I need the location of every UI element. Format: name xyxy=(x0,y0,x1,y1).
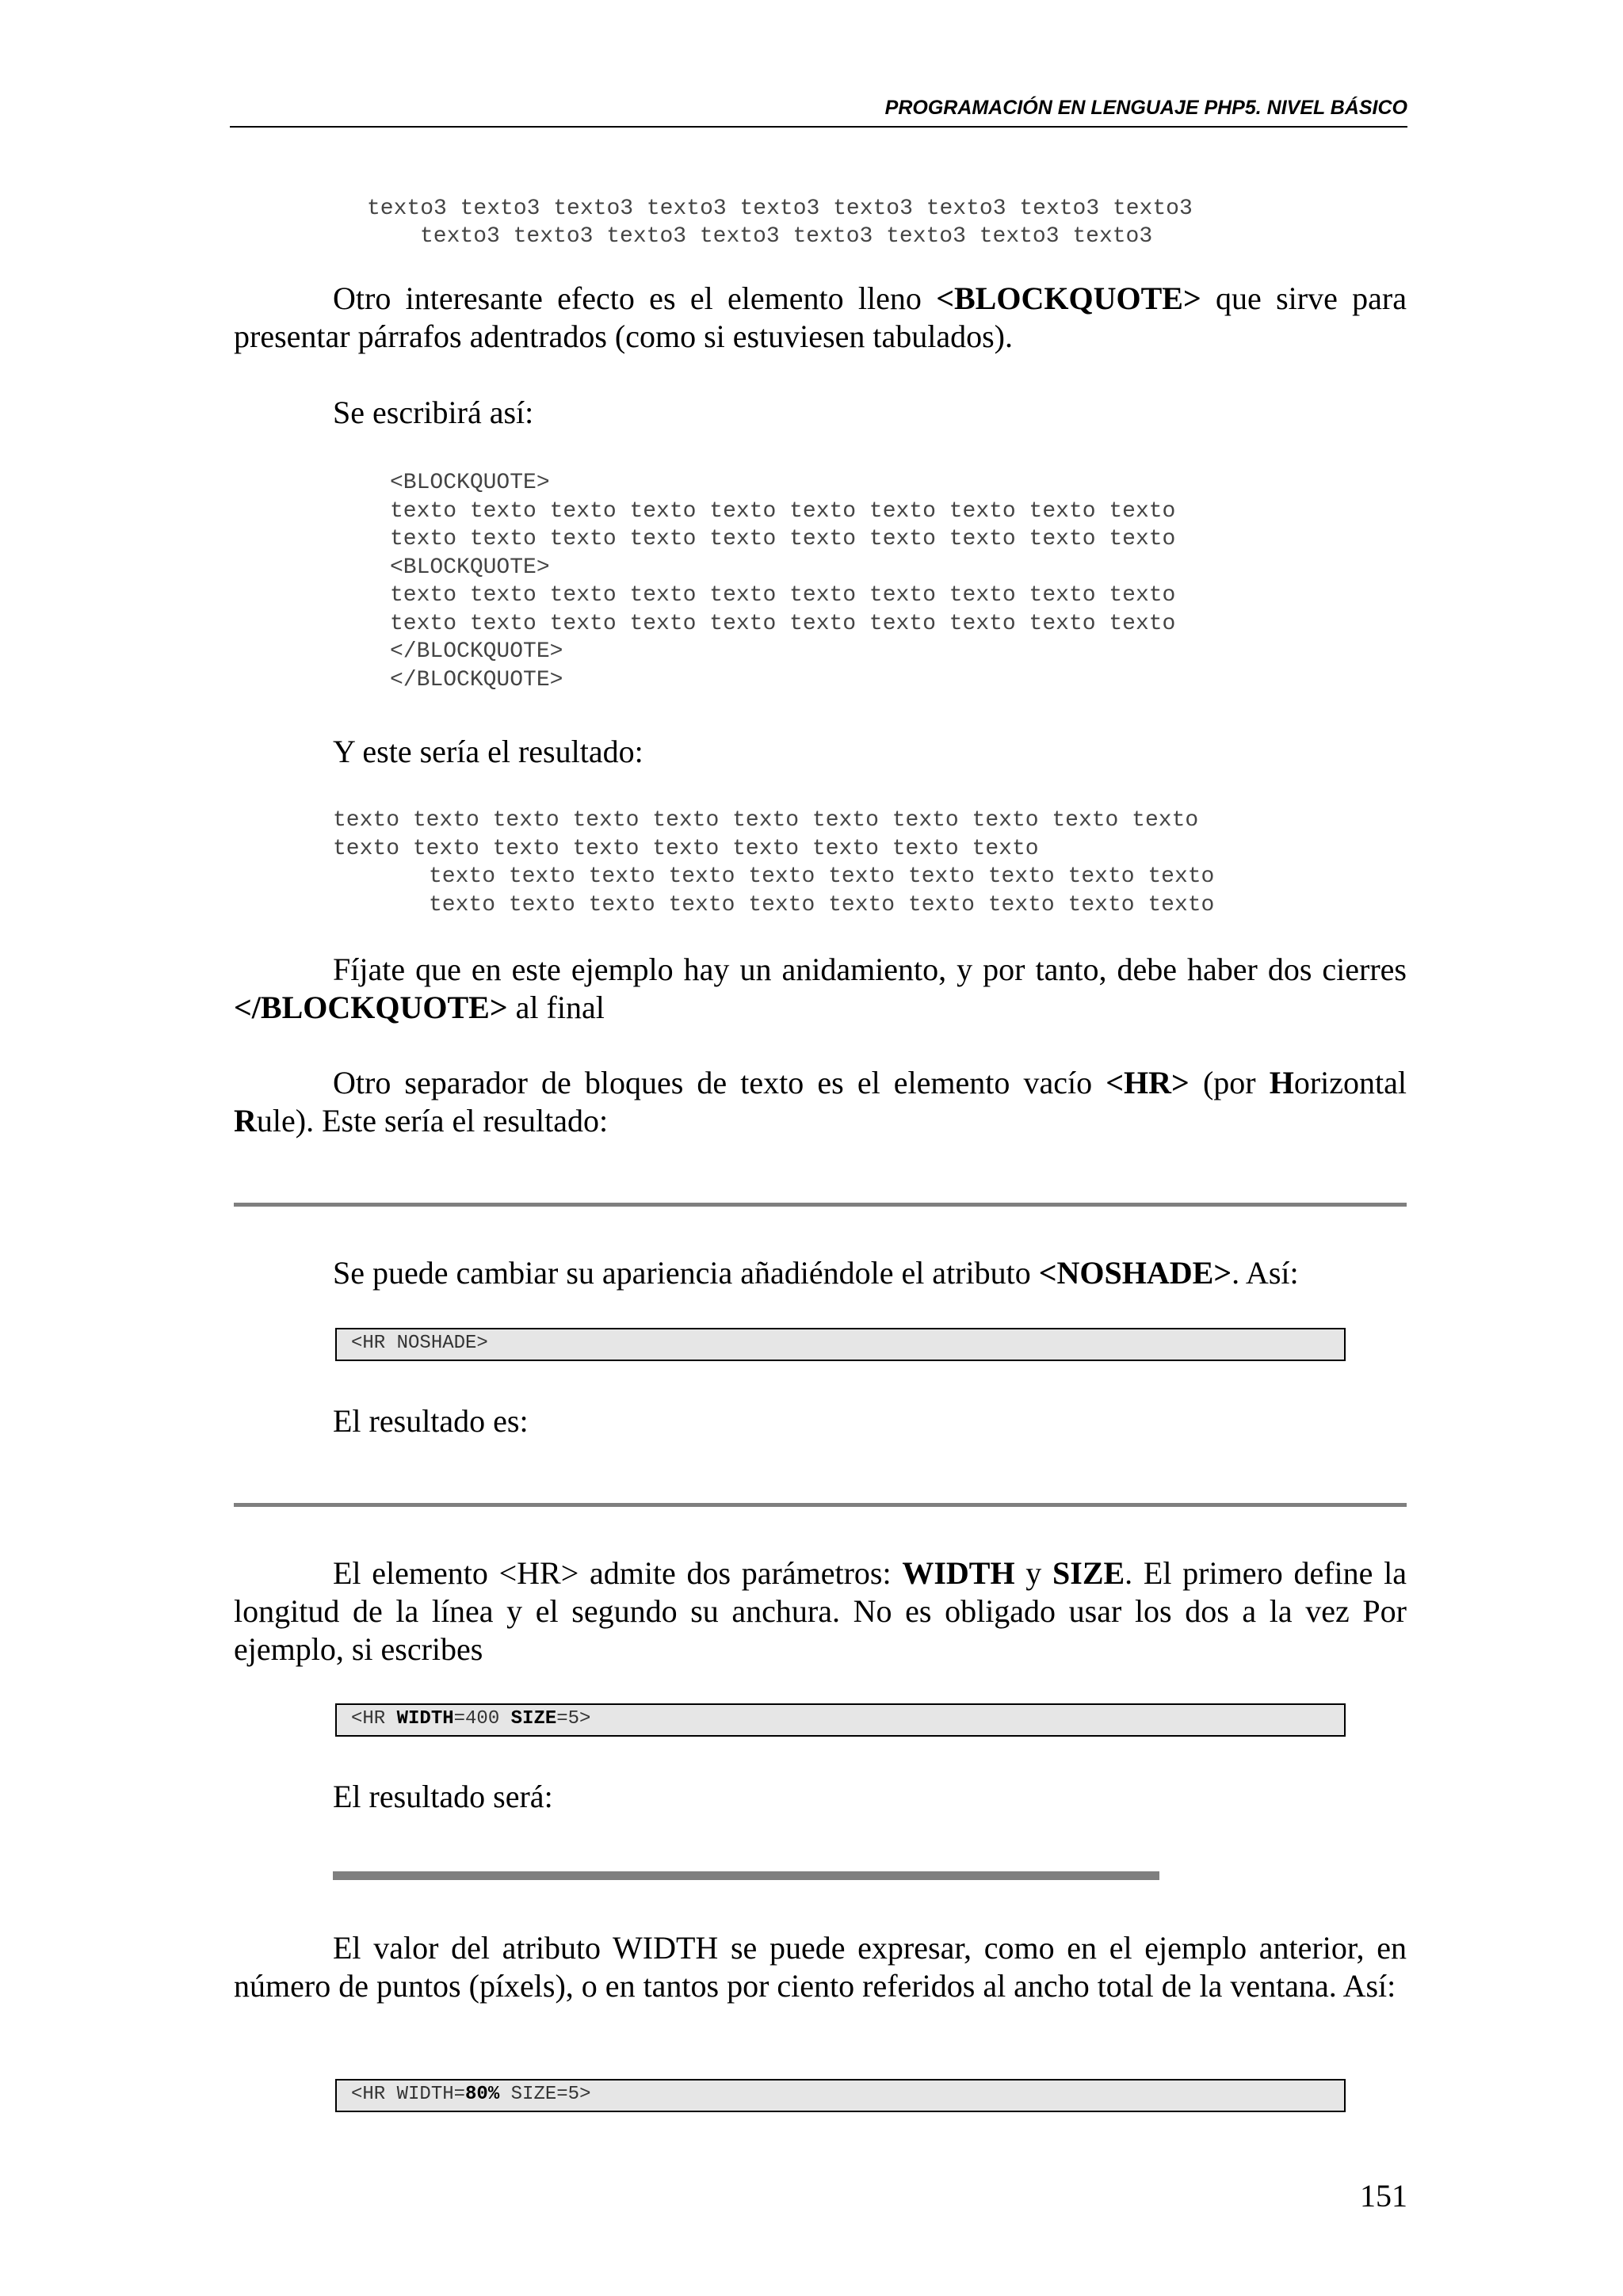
hr-example-rule xyxy=(234,1203,1407,1207)
code-line: </BLOCKQUOTE> xyxy=(390,667,563,692)
paragraph-width-size: El elemento <HR> admite dos parámetros: WIDTH y SIZE. El primero define la longitud de la línea y el segundo su anchura. No es obligado usar los dos a la vez Por ejemplo, si escribes xyxy=(234,1555,1407,1667)
running-header: PROGRAMACIÓN EN LENGUAJE PHP5. NIVEL BÁSICO xyxy=(884,97,1407,119)
paragraph-hr: Otro separador de bloques de texto es el elemento vacío <HR> (por Horizontal Rule). Este sería el resultado: xyxy=(234,1065,1407,1138)
hr-noshade-rule xyxy=(234,1503,1407,1507)
paragraph-nesting: Fíjate que en este ejemplo hay un anidamiento, y por tanto, debe haber dos cierres </BLOCKQUOTE> al final xyxy=(234,952,1407,1025)
code-line: texto texto texto texto texto texto texto texto texto texto xyxy=(390,527,1176,551)
page-number: 151 xyxy=(1360,2178,1407,2214)
code-line: <BLOCKQUOTE> xyxy=(390,555,550,580)
resultado-es-label: El resultado es: xyxy=(333,1403,529,1439)
resultado-sera-label: El resultado será: xyxy=(333,1779,553,1814)
code-box-width-size: <HR WIDTH=400 SIZE=5> xyxy=(335,1703,1346,1737)
paragraph-blockquote-intro: Otro interesante efecto es el elemento lleno <BLOCKQUOTE> que sirve para presentar párrafos adentrados (como si estuviesen tabulados). xyxy=(234,280,1407,354)
code-line: texto texto texto texto texto texto texto texto texto texto xyxy=(390,583,1176,608)
paragraph-width-percent: El valor del atributo WIDTH se puede expresar, como en el ejemplo anterior, en número de puntos (píxels), o en tantos por ciento referidos al ancho total de la ventana. Así: xyxy=(234,1930,1407,2004)
result-line: texto texto texto texto texto texto texto texto texto xyxy=(333,836,1039,861)
code-line: <BLOCKQUOTE> xyxy=(390,471,550,495)
code-box-noshade: <HR NOSHADE> xyxy=(335,1328,1346,1361)
code-box-width-percent: <HR WIDTH=80% SIZE=5> xyxy=(335,2079,1346,2112)
code-line: texto texto texto texto texto texto texto texto texto texto xyxy=(390,498,1176,524)
code-line: texto texto texto texto texto texto texto texto texto texto xyxy=(390,611,1176,636)
header-rule xyxy=(230,126,1407,128)
hr-width-400-rule xyxy=(333,1871,1159,1880)
blockquote-code-block xyxy=(390,469,1175,694)
texto3-line-2: texto3 texto3 texto3 texto3 texto3 texto3 texto3 texto3 xyxy=(420,224,1153,249)
texto3-line-1: texto3 texto3 texto3 texto3 texto3 texto3 texto3 texto3 texto3 xyxy=(367,196,1193,221)
code-line: </BLOCKQUOTE> xyxy=(390,639,563,664)
result-line: texto texto texto texto texto texto texto texto texto texto texto xyxy=(333,808,1199,833)
result-line-nested: texto texto texto texto texto texto texto texto texto texto xyxy=(429,892,1215,917)
result-line-nested: texto texto texto texto texto texto texto texto texto texto xyxy=(429,864,1215,889)
blockquote-result xyxy=(333,807,1214,919)
y-este-label: Y este sería el resultado: xyxy=(333,734,643,769)
se-escribira-label: Se escribirá así: xyxy=(333,395,534,430)
paragraph-noshade: Se puede cambiar su apariencia añadiéndole el atributo <NOSHADE>. Así: xyxy=(333,1255,1299,1291)
